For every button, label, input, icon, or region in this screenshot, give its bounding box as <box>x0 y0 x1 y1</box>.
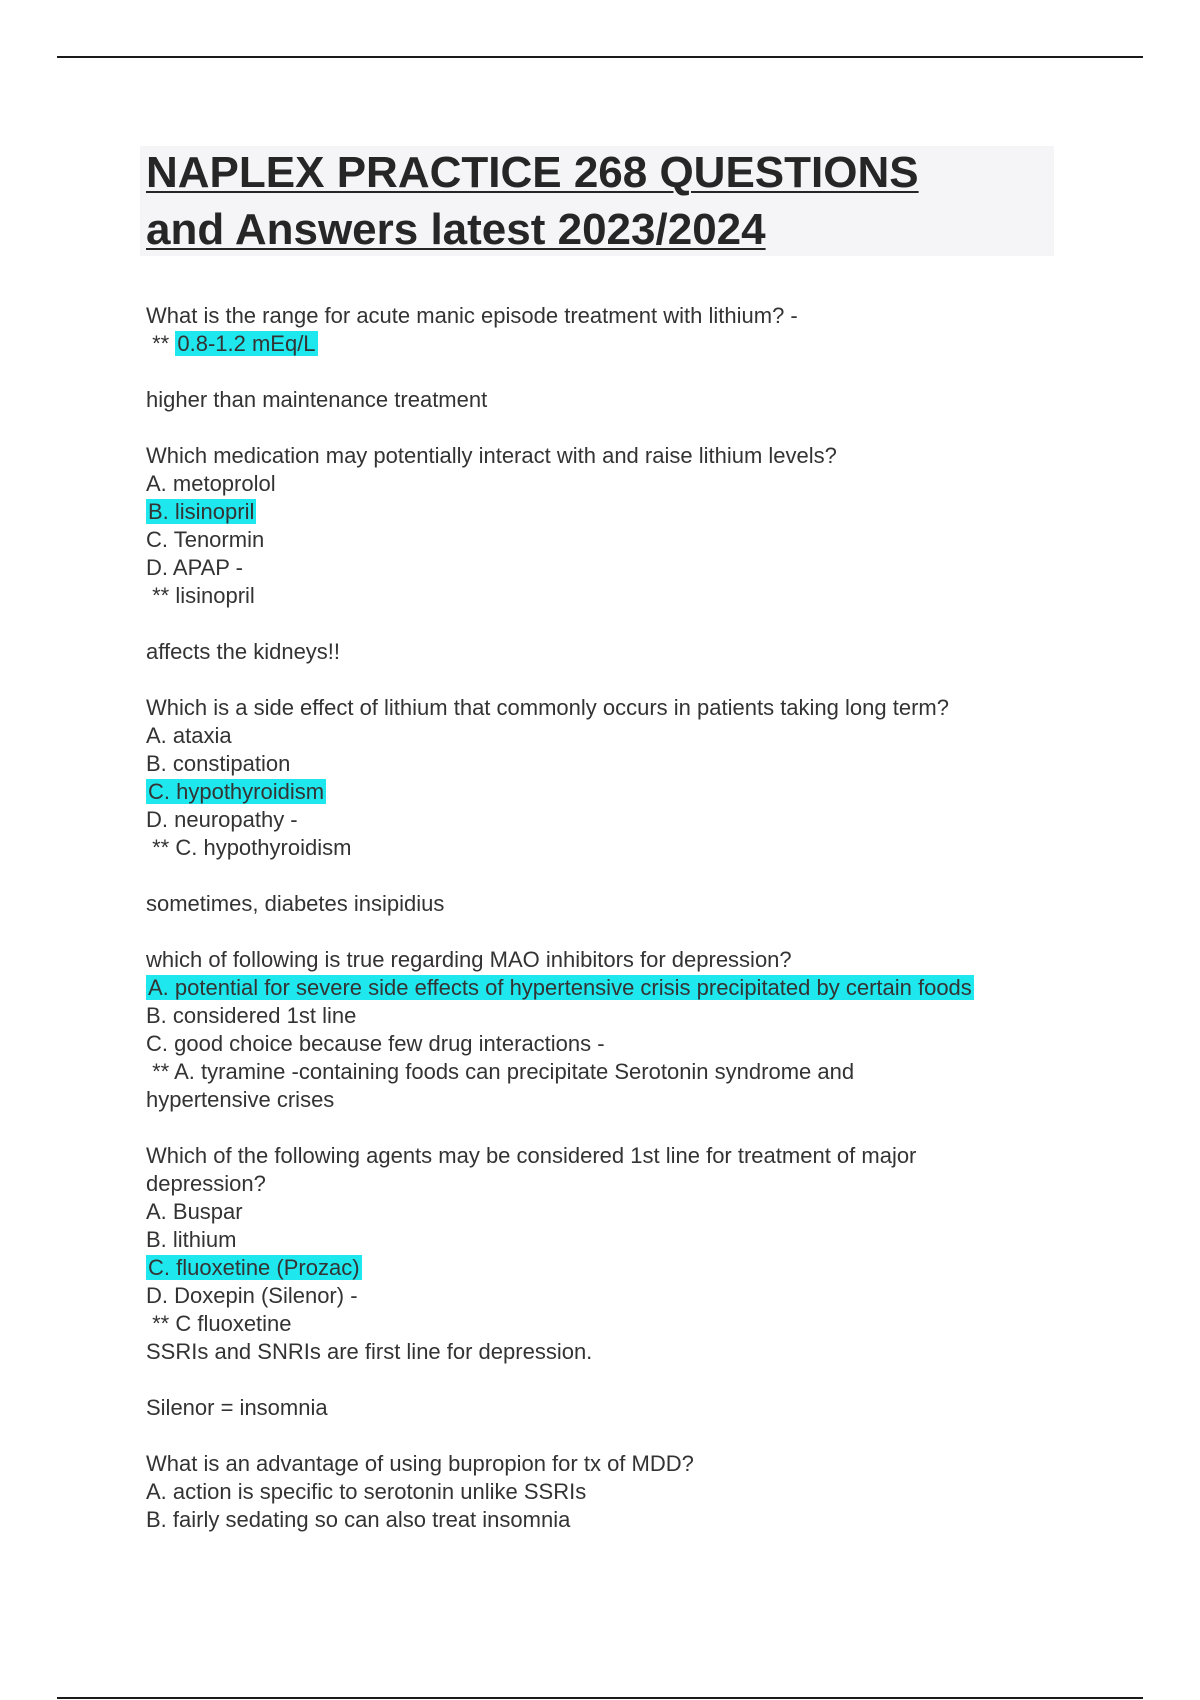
q3-option-c <box>146 778 1066 806</box>
q3-option-d: D. neuropathy - <box>146 807 298 832</box>
q4-answer-line-2: hypertensive crises <box>146 1087 335 1112</box>
q5-option-b: B. lithium <box>146 1227 237 1252</box>
q4-option-a <box>146 974 1066 1002</box>
q5-option-c <box>146 1254 1066 1282</box>
q3-option-c-highlight: C. hypothyroidism <box>148 779 325 804</box>
q2-option-d: D. APAP - <box>146 555 244 580</box>
q1-answer-line <box>146 330 1066 358</box>
q2-question: Which medication may potentially interact with and raise lithium levels? <box>146 443 837 468</box>
q5-option-d: D. Doxepin (Silenor) - <box>146 1283 358 1308</box>
q6-option-b: B. fairly sedating so can also treat insomnia <box>146 1507 571 1532</box>
q3-option-b: B. constipation <box>146 751 291 776</box>
q2-option-b <box>146 498 1066 526</box>
q2-option-a: A. metoprolol <box>146 471 276 496</box>
q4-answer-line-1: ** A. tyramine -containing foods can precipitate Serotonin syndrome and <box>146 1059 855 1084</box>
q4-option-a-highlight: A. potential for severe side effects of hypertensive crisis precipitated by certain foods <box>148 975 972 1000</box>
document-body <box>146 302 1066 1534</box>
q5-option-c-highlight: C. fluoxetine (Prozac) <box>148 1255 360 1280</box>
q1-answer-highlight: 0.8-1.2 mEq/L <box>177 331 316 356</box>
header-rule <box>57 56 1143 58</box>
document-title-line-1: NAPLEX PRACTICE 268 QUESTIONS <box>146 148 919 197</box>
q4-option-c: C. good choice because few drug interactions - <box>146 1031 605 1056</box>
q5-note-1: SSRIs and SNRIs are first line for depression. <box>146 1339 593 1364</box>
q6-option-a: A. action is specific to serotonin unlike SSRIs <box>146 1479 587 1504</box>
q4-option-b: B. considered 1st line <box>146 1003 357 1028</box>
q5-answer: ** C fluoxetine <box>146 1311 292 1336</box>
q2-answer: ** lisinopril <box>146 583 255 608</box>
footer-rule <box>57 1697 1143 1699</box>
q5-option-a: A. Buspar <box>146 1199 243 1224</box>
q3-option-a: A. ataxia <box>146 723 232 748</box>
q2-option-c: C. Tenormin <box>146 527 265 552</box>
q4-question: which of following is true regarding MAO inhibitors for depression? <box>146 947 792 972</box>
q2-option-b-highlight: B. lisinopril <box>148 499 255 524</box>
q1-note: higher than maintenance treatment <box>146 387 488 412</box>
q2-note: affects the kidneys!! <box>146 639 341 664</box>
q5-question-line-2: depression? <box>146 1171 266 1196</box>
q3-note: sometimes, diabetes insipidius <box>146 891 445 916</box>
q5-question-line-1: Which of the following agents may be considered 1st line for treatment of major <box>146 1143 917 1168</box>
q6-question: What is an advantage of using bupropion for tx of MDD? <box>146 1451 694 1476</box>
q1-question: What is the range for acute manic episode treatment with lithium? - <box>146 303 798 328</box>
q3-answer: ** C. hypothyroidism <box>146 835 352 860</box>
q5-note-2: Silenor = insomnia <box>146 1395 328 1420</box>
q3-question: Which is a side effect of lithium that commonly occurs in patients taking long term? <box>146 695 949 720</box>
q1-answer-prefix: ** <box>146 331 176 356</box>
document-title-line-2: and Answers latest 2023/2024 <box>146 205 766 254</box>
